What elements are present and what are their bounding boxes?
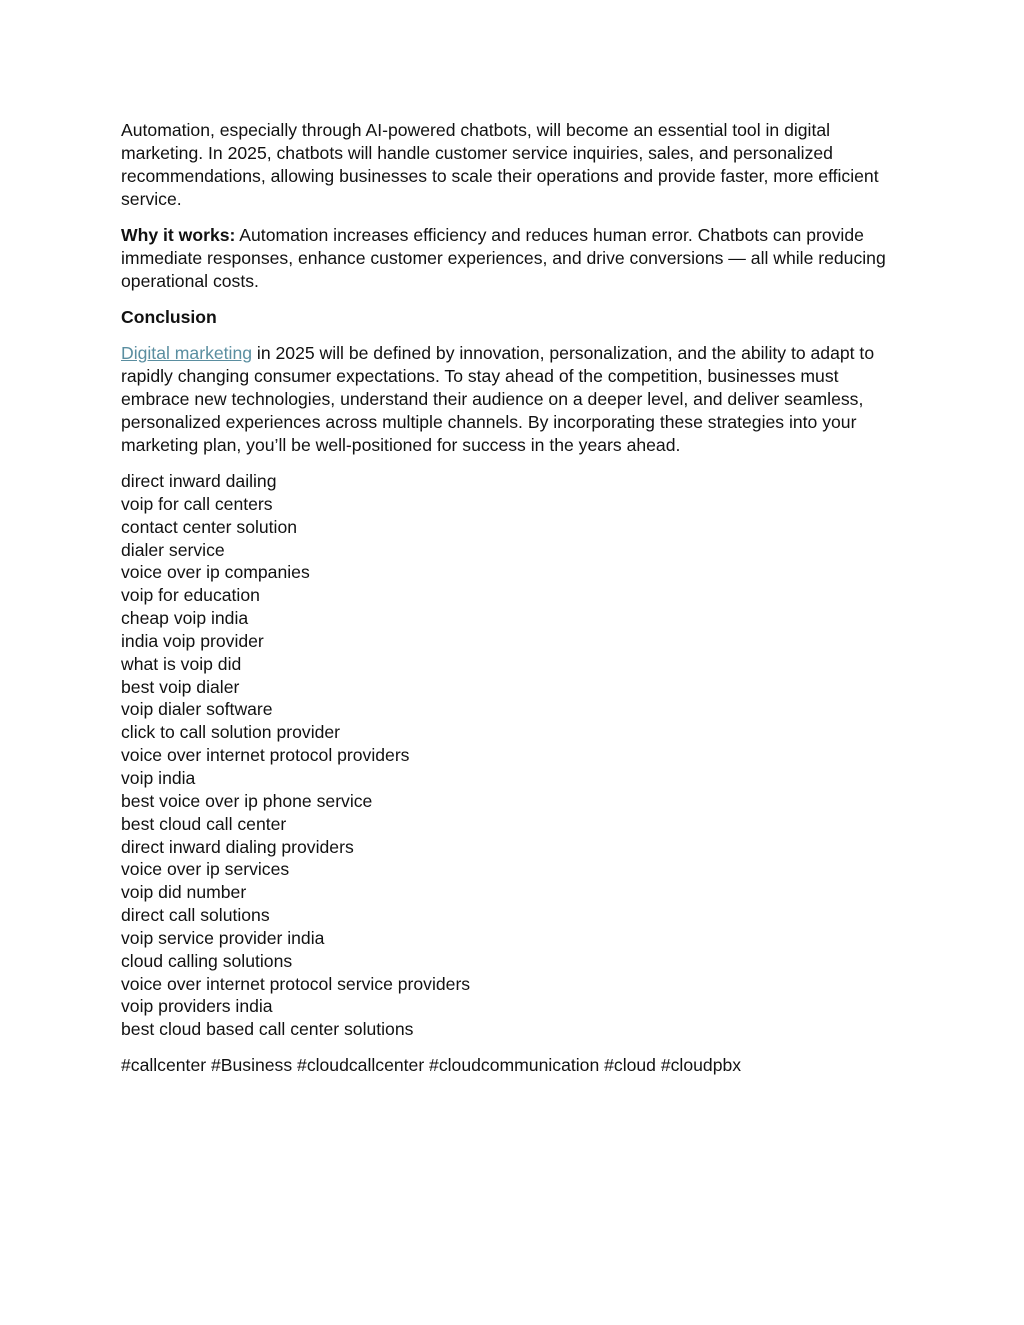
- keyword-item: contact center solution: [121, 516, 298, 537]
- digital-marketing-link[interactable]: Digital marketing: [121, 343, 253, 363]
- keyword-item: dialer service: [121, 539, 225, 560]
- conclusion-text: in 2025 will be defined by innovation, personalization, and the ability to adapt to rapidly changing consumer expectations. To stay ahead of the competition, businesses must embrace new technologies, understand their audience on a deeper level, and deliver seamless, personalized experiences across multiple channels. By incorporating these strategies into your marketing plan, you’ll be well-positioned for success in the years ahead.: [121, 343, 875, 455]
- keyword-item: voip service provider india: [121, 927, 325, 948]
- keyword-item: voip providers india: [121, 996, 273, 1017]
- keyword-item: voip did number: [121, 882, 247, 903]
- keyword-item: voip for call centers: [121, 493, 273, 514]
- conclusion-paragraph: [121, 342, 911, 457]
- keyword-item: voice over internet protocol service providers: [121, 973, 471, 994]
- keyword-item: best voip dialer: [121, 676, 240, 697]
- keyword-item: voip dialer software: [121, 699, 273, 720]
- why-it-works-text: Automation increases efficiency and reduces human error. Chatbots can provide immediate responses, enhance customer experiences, and drive conversions — all while reducing operational costs.: [121, 225, 886, 291]
- keyword-item: best cloud based call center solutions: [121, 1019, 414, 1040]
- hashtags-line: #callcenter #Business #cloudcallcenter #cloudcommunication #cloud #cloudpbx: [121, 1055, 742, 1076]
- keyword-item: best cloud call center: [121, 813, 287, 834]
- keyword-item: click to call solution provider: [121, 722, 341, 743]
- keyword-item: direct call solutions: [121, 905, 270, 926]
- why-it-works-label: Why it works:: [121, 225, 236, 245]
- keyword-item: cloud calling solutions: [121, 950, 293, 971]
- keyword-item: what is voip did: [121, 653, 242, 674]
- why-it-works-paragraph: [121, 224, 911, 293]
- keyword-item: voip india: [121, 767, 196, 788]
- keyword-item: best voice over ip phone service: [121, 790, 373, 811]
- document-page: [121, 119, 911, 1077]
- keyword-item: direct inward dailing: [121, 471, 277, 491]
- keyword-item: voip for education: [121, 585, 260, 606]
- automation-paragraph: [121, 119, 911, 211]
- keyword-item: voice over ip companies: [121, 562, 310, 583]
- keyword-item: voice over internet protocol providers: [121, 745, 410, 766]
- keyword-item: direct inward dialing providers: [121, 836, 354, 857]
- automation-text: Automation, especially through AI-powered chatbots, will become an essential tool in digital marketing. In 2025, chatbots will handle customer service inquiries, sales, and personalized recommendations, allowing businesses to scale their operations and provide faster, more efficient service.: [121, 120, 879, 209]
- conclusion-heading: Conclusion: [121, 307, 217, 327]
- keyword-list: [121, 470, 911, 1041]
- keyword-item: india voip provider: [121, 630, 264, 651]
- keyword-item: cheap voip india: [121, 608, 249, 629]
- keyword-item: voice over ip services: [121, 859, 290, 880]
